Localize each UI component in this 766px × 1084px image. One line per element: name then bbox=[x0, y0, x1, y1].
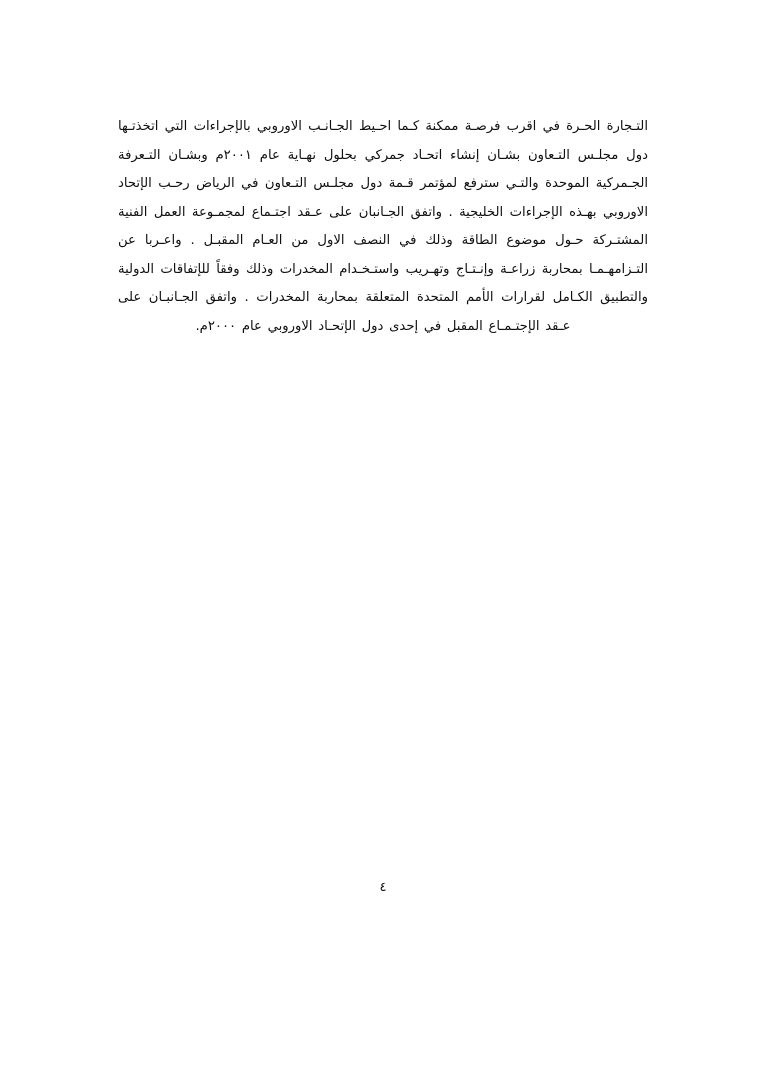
page-number: ٤ bbox=[379, 880, 387, 895]
body-content-block bbox=[118, 113, 648, 341]
body-paragraph: التـجارة الحـرة في اقرب فرصـة ممكنة كـما احـيط الجـانـب الاوروبي بالإجراءات التي اتخذتـها دول مجلـس التـعاون بشـان إنشاء اتحـاد جمركي بحلول نهـاية عام ٢٠٠١م وبشـان التـعرفة الجـمركية الموحدة والتـي سترفع لمؤتمر قـمة دول مجلـس التـعاون في الرياض رحـب الإتحاد الاوروبي بهـذه الإجراءات الخليجية . واتفق الجـانبان على عـقد اجتـماع لمجمـوعة العمل الفنية المشتـركة حـول موضوع الطاقة وذلك في النصف الاول من العـام المقبـل . واعـربا عن التـزامهـمـا بمحاربة زراعـة وإنـتـاج وتهـريب واستـخـدام المخدرات وذلك وفقاً للإتفاقات الدولية والتطبيق الكـامل لقرارات الأمم المتحدة المتعلقة بمحاربة المخدرات . واتفق الجـانبـان على عـقد الإجتـمـاع المقبل في إحدى دول الإتحـاد الاوروبي عام ٢٠٠٠م. bbox=[118, 119, 648, 334]
